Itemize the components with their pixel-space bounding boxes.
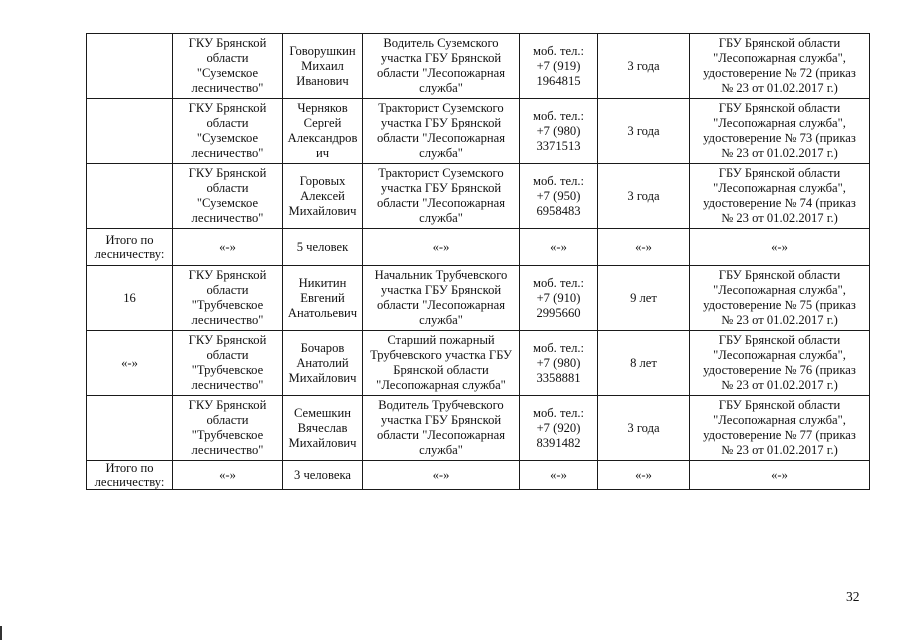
certificate-line: ГБУ Брянской области [718,398,841,412]
employee-name-line: Михайлович [288,435,357,450]
position-line: участка ГБУ Брянской [380,116,502,130]
row-number-text: 16 [123,290,136,305]
employee-name-cell [283,34,363,99]
certificate-text: «-» [771,239,788,254]
summary-row [87,229,870,266]
phone-cell [520,461,598,490]
forestry-org-line: ГКУ Брянской [188,333,267,347]
employee-name-cell [283,164,363,229]
position-line: Водитель Суземского [383,36,499,50]
forestry-org-line: ГКУ Брянской [188,268,267,282]
certificate-line: "Лесопожарная служба", [713,348,846,362]
experience-text: 9 лет [630,290,657,305]
employee-name-line: Евгений [300,290,345,305]
position-line: служба" [419,443,463,457]
certificate-cell [690,164,870,229]
phone-line: моб. тел.: [533,340,584,355]
phone-text: «-» [550,467,567,482]
forestry-org-cell [173,396,283,461]
forestry-org-cell [173,34,283,99]
forestry-org-line: области [206,181,249,195]
position-line: Начальник Трубчевского [374,268,508,282]
employee-name-line: Михаил [301,58,344,73]
position-line: Водитель Трубчевского [378,398,504,412]
table-row [87,99,870,164]
table-row [87,34,870,99]
experience-text: 3 года [627,123,660,138]
experience-cell [598,164,690,229]
forestry-org-text: «-» [219,467,236,482]
forestry-org-cell [173,461,283,490]
forestry-org-line: области [206,283,249,297]
forestry-org-line: ГКУ Брянской [188,398,267,412]
phone-cell [520,99,598,164]
row-number-line: лесничеству: [94,475,165,489]
phone-text: «-» [550,239,567,254]
certificate-cell [690,99,870,164]
forestry-org-line: области [206,413,249,427]
employee-name-line: Говорушкин [289,43,356,58]
employee-name-line: Сергей [303,116,342,130]
certificate-line: № 23 от 01.02.2017 г.) [721,378,838,392]
forestry-org-line: лесничество" [191,313,264,327]
employee-name-line: Вячеслав [297,420,348,435]
phone-line: +7 (910) [536,290,581,305]
certificate-line: "Лесопожарная служба", [713,413,846,427]
table-row [87,266,870,331]
certificate-line: № 23 от 01.02.2017 г.) [721,146,838,160]
phone-cell [520,331,598,396]
certificate-line: "Лесопожарная служба", [713,283,846,297]
forestry-org-line: лесничество" [191,378,264,392]
employee-name-line: Михайлович [288,370,357,385]
employee-name-line: Алексей [300,188,345,203]
employee-name-line: Михайлович [288,203,357,218]
employee-name-cell [283,461,363,490]
employee-name-line: Горовых [299,173,346,188]
employee-name-cell [283,331,363,396]
employee-name-cell [283,229,363,266]
row-number-cell [87,396,173,461]
certificate-line: удостоверение № 74 (приказ [703,196,856,210]
position-line: области "Лесопожарная [376,66,506,80]
phone-cell [520,164,598,229]
certificate-line: "Лесопожарная служба", [713,116,846,130]
forestry-org-line: лесничество" [191,146,264,160]
forestry-org-line: ГКУ Брянской [188,36,267,50]
forestry-org-cell [173,266,283,331]
certificate-line: удостоверение № 72 (приказ [703,66,856,80]
scan-edge-mark [0,626,2,640]
forestry-org-line: области [206,348,249,362]
table-row [87,331,870,396]
row-number-cell [87,331,173,396]
phone-cell [520,34,598,99]
position-line: служба" [419,211,463,225]
position-line: Старший пожарный [387,333,495,347]
certificate-line: ГБУ Брянской области [718,268,841,282]
phone-line: моб. тел.: [533,405,584,420]
row-number-cell [87,266,173,331]
phone-cell [520,266,598,331]
forestry-org-line: лесничество" [191,443,264,457]
position-cell [363,331,520,396]
forestry-org-line: "Трубчевское [191,298,264,312]
phone-line: 8391482 [536,435,581,450]
forestry-org-line: области [206,116,249,130]
certificate-line: № 23 от 01.02.2017 г.) [721,211,838,225]
position-cell [363,266,520,331]
row-number-cell [87,99,173,164]
position-line: участка ГБУ Брянской [380,181,502,195]
row-number-text: «-» [121,355,138,370]
phone-line: 6958483 [536,203,581,218]
employee-name-text: 3 человека [294,467,351,482]
certificate-line: № 23 от 01.02.2017 г.) [721,313,838,327]
phone-line: 3358881 [536,370,581,385]
forestry-org-line: "Суземское [196,66,259,80]
employee-name-line: Анатольевич [287,305,358,320]
phone-line: 3371513 [536,138,581,153]
phone-line: моб. тел.: [533,108,584,123]
phone-line: 1964815 [536,73,581,88]
position-line: области "Лесопожарная [376,131,506,145]
position-cell [363,229,520,266]
employee-name-line: Черняков [297,101,348,115]
forestry-org-line: ГКУ Брянской [188,166,267,180]
certificate-line: удостоверение № 73 (приказ [703,131,856,145]
phone-line: моб. тел.: [533,173,584,188]
experience-text: «-» [635,239,652,254]
employee-name-line: Никитин [298,275,347,290]
experience-text: «-» [635,467,652,482]
row-number-cell [87,461,173,490]
certificate-cell [690,266,870,331]
certificate-line: ГБУ Брянской области [718,36,841,50]
phone-line: +7 (980) [536,123,581,138]
row-number-line: Итого по [105,233,154,247]
certificate-cell [690,34,870,99]
certificate-line: № 23 от 01.02.2017 г.) [721,81,838,95]
position-line: "Лесопожарная служба" [376,378,506,392]
summary-row [87,461,870,490]
employee-name-line: Иванович [296,73,349,88]
phone-line: +7 (950) [536,188,581,203]
position-line: служба" [419,146,463,160]
certificate-cell [690,461,870,490]
employee-name-cell [283,266,363,331]
employee-name-line: Бочаров [300,340,345,355]
forestry-org-line: "Трубчевское [191,428,264,442]
position-line: участка ГБУ Брянской [380,283,502,297]
experience-cell [598,266,690,331]
position-text: «-» [432,239,450,254]
experience-cell [598,99,690,164]
employee-name-text: 5 человек [296,239,349,254]
position-line: области "Лесопожарная [376,298,506,312]
position-line: Тракторист Суземского [378,101,504,115]
experience-cell [598,229,690,266]
employee-name-line: Анатолий [296,355,349,370]
forestry-org-line: области [206,51,249,65]
position-line: Брянской области [393,363,489,377]
position-cell [363,164,520,229]
table-row [87,396,870,461]
certificate-cell [690,396,870,461]
experience-cell [598,331,690,396]
position-line: участка ГБУ Брянской [380,51,502,65]
forestry-org-line: "Суземское [196,196,259,210]
experience-text: 8 лет [630,355,657,370]
phone-line: +7 (920) [536,420,581,435]
certificate-line: удостоверение № 77 (приказ [703,428,856,442]
experience-cell [598,396,690,461]
position-text: «-» [432,467,450,482]
table-body [87,34,870,490]
forestry-org-line: "Суземское [196,131,259,145]
experience-cell [598,34,690,99]
phone-cell [520,229,598,266]
forestry-org-line: лесничество" [191,211,264,225]
phone-line: моб. тел.: [533,275,584,290]
position-line: области "Лесопожарная [376,196,506,210]
phone-line: 2995660 [536,305,581,320]
certificate-line: ГБУ Брянской области [718,166,841,180]
position-cell [363,34,520,99]
employee-name-line: Семешкин [294,405,351,420]
phone-line: +7 (980) [536,355,581,370]
certificate-line: ГБУ Брянской области [718,101,841,115]
certificate-cell [690,229,870,266]
position-line: области "Лесопожарная [376,428,506,442]
certificate-line: удостоверение № 75 (приказ [703,298,856,312]
position-line: служба" [419,313,463,327]
certificate-line: ГБУ Брянской области [718,333,841,347]
position-line: служба" [419,81,463,95]
experience-text: 3 года [627,188,660,203]
forestry-org-cell [173,164,283,229]
employee-name-line: Александров [287,131,358,145]
experience-text: 3 года [627,58,660,73]
forestry-org-text: «-» [219,239,236,254]
row-number-cell [87,164,173,229]
experience-cell [598,461,690,490]
employee-name-cell [283,396,363,461]
forestry-org-cell [173,229,283,266]
forestry-org-cell [173,99,283,164]
row-number-line: Итого по [105,461,154,475]
table-row [87,164,870,229]
experience-text: 3 года [627,420,660,435]
position-line: участка ГБУ Брянской [380,413,502,427]
position-line: Трубчевского участка ГБУ [370,348,512,362]
forestry-org-line: лесничество" [191,81,264,95]
employee-name-line: ич [315,146,330,160]
position-line: Тракторист Суземского [378,166,504,180]
certificate-text: «-» [771,467,788,482]
personnel-table [86,33,870,490]
phone-line: моб. тел.: [533,43,584,58]
certificate-line: "Лесопожарная служба", [713,51,846,65]
certificate-line: № 23 от 01.02.2017 г.) [721,443,838,457]
certificate-cell [690,331,870,396]
phone-cell [520,396,598,461]
position-cell [363,99,520,164]
certificate-line: удостоверение № 76 (приказ [703,363,856,377]
employee-name-cell [283,99,363,164]
row-number-cell [87,229,173,266]
position-cell [363,396,520,461]
phone-line: +7 (919) [536,58,581,73]
forestry-org-cell [173,331,283,396]
forestry-org-line: "Трубчевское [191,363,264,377]
row-number-line: лесничеству: [94,247,165,261]
position-cell [363,461,520,490]
row-number-cell [87,34,173,99]
forestry-org-line: ГКУ Брянской [188,101,267,115]
page-number: 32 [846,589,860,604]
certificate-line: "Лесопожарная служба", [713,181,846,195]
